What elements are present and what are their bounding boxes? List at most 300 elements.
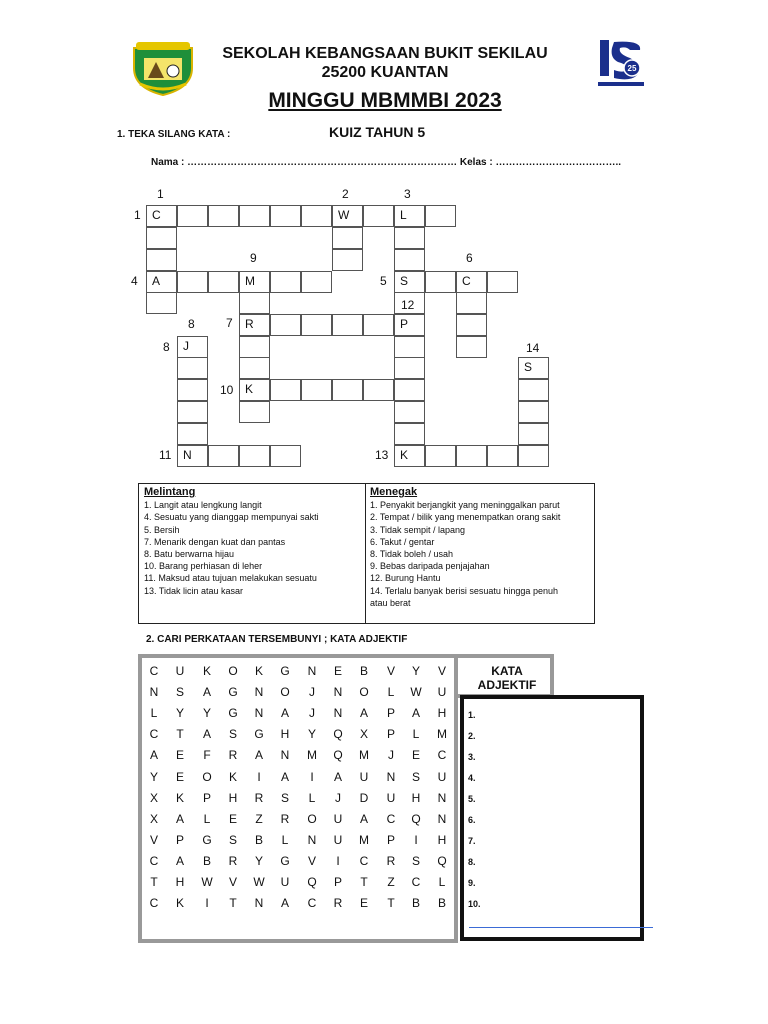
down-clues (370, 486, 560, 609)
clue-item: 7. Menarik dengan kuat dan pantas (144, 536, 286, 547)
word-search-letter[interactable]: C (149, 727, 159, 741)
clue-item: 1. Penyakit berjangkit yang meninggalkan parut (370, 500, 560, 511)
crossword-letter-text: L (400, 208, 407, 222)
word-search-letter[interactable]: H (437, 833, 447, 847)
word-search-letter[interactable]: T (360, 875, 368, 889)
clue-number: 9 (250, 251, 257, 265)
clue-number: 10 (220, 383, 234, 397)
word-search-letter[interactable]: A (254, 748, 263, 762)
word-search-letter[interactable]: P (386, 727, 395, 741)
word-search-letter[interactable]: S (411, 854, 420, 868)
word-search-letter[interactable]: N (254, 685, 264, 699)
word-search-letter[interactable]: R (280, 812, 290, 826)
word-search-letter[interactable]: G (254, 727, 264, 741)
clue-number: 6 (466, 251, 473, 265)
clue-number: 11 (159, 448, 172, 462)
crossword-letter (177, 445, 208, 467)
crossword-cell[interactable] (239, 336, 270, 358)
word-search-letter[interactable]: C (149, 664, 159, 678)
crossword-cell[interactable] (394, 357, 425, 379)
word-search-letter[interactable]: N (333, 685, 343, 699)
word-search-letter[interactable]: W (201, 875, 213, 889)
crossword-letter-text: K (400, 448, 409, 462)
word-search-letter[interactable]: V (228, 875, 237, 889)
word-search-letter[interactable]: E (175, 748, 184, 762)
clue-number: 1 (157, 187, 164, 201)
word-search-letter[interactable]: A (333, 770, 342, 784)
word-search-letter[interactable]: C (149, 896, 159, 910)
word-search-row (141, 706, 451, 726)
crossword-cell[interactable] (301, 271, 332, 293)
crossword-cell[interactable] (239, 292, 270, 314)
clue-number: 12 (401, 298, 415, 312)
clue-table (138, 483, 595, 624)
word-search-letter[interactable]: T (387, 896, 395, 910)
clue-item: 3. Tidak sempit / lapang (370, 524, 466, 535)
word-search-letter[interactable]: N (307, 833, 317, 847)
word-search-letter[interactable]: L (308, 791, 316, 805)
word-search-letter[interactable]: C (437, 748, 447, 762)
crossword-cell[interactable] (394, 336, 425, 358)
crossword-letter (239, 271, 270, 293)
clue-item: 6. Takut / gentar (370, 536, 435, 547)
answer-number: 3. (468, 752, 476, 762)
word-search-letter[interactable]: N (437, 791, 447, 805)
word-search-letter[interactable]: J (388, 748, 394, 762)
programme-logo (596, 36, 646, 88)
word-search-letter[interactable]: A (359, 812, 368, 826)
programme-logo-number: 25 (627, 64, 637, 73)
crossword-cell[interactable] (394, 249, 425, 271)
word-search-letter[interactable]: P (386, 833, 395, 847)
word-search-letter[interactable]: X (149, 812, 158, 826)
crossword-cell[interactable] (394, 379, 425, 401)
word-search-row (141, 791, 451, 811)
clue-table-divider (365, 484, 366, 623)
clue-item: 12. Burung Hantu (370, 573, 441, 584)
answer-number: 6. (468, 815, 476, 825)
word-search-letter[interactable]: M (359, 833, 369, 847)
word-search-letter[interactable]: G (228, 685, 238, 699)
crossword-cell[interactable] (332, 314, 363, 336)
crossword-cell[interactable] (487, 271, 518, 293)
word-search-letter[interactable]: O (202, 770, 212, 784)
word-search-letter[interactable]: H (175, 875, 185, 889)
word-search-letter[interactable]: N (307, 664, 317, 678)
word-search-letter[interactable]: I (414, 833, 418, 847)
crossword-letter-text: N (183, 448, 192, 462)
crossword-letter (518, 357, 549, 379)
word-search-letter[interactable]: I (205, 896, 209, 910)
word-search-letter[interactable]: S (175, 685, 184, 699)
crossword-cell[interactable] (146, 249, 177, 271)
word-search-letter[interactable]: C (149, 854, 159, 868)
word-search-letter[interactable]: Q (307, 875, 317, 889)
word-search-row (141, 833, 451, 853)
word-search-letter[interactable]: B (437, 896, 446, 910)
word-search-letter[interactable]: L (412, 727, 420, 741)
word-search-letter[interactable]: V (149, 833, 158, 847)
crossword-cell[interactable] (177, 379, 208, 401)
crossword-cell[interactable] (177, 357, 208, 379)
answer-number: 7. (468, 836, 476, 846)
crossword-cell[interactable] (456, 314, 487, 336)
answer-number: 9. (468, 878, 476, 888)
clue-number: 7 (226, 316, 233, 330)
crossword-letter-text: R (245, 317, 254, 331)
crossword-cell[interactable] (239, 401, 270, 423)
word-search-letter[interactable]: I (336, 854, 340, 868)
word-search-letter[interactable]: U (280, 875, 290, 889)
word-search-letter[interactable]: P (386, 706, 395, 720)
word-search-letter[interactable]: E (411, 748, 420, 762)
crossword-cell[interactable] (146, 227, 177, 249)
crossword-cell[interactable] (270, 205, 301, 227)
crossword-cell[interactable] (301, 205, 332, 227)
crossword-cell[interactable] (208, 205, 239, 227)
crossword-letter-text: W (338, 208, 350, 222)
clue-item: 8. Batu berwarna hijau (144, 549, 235, 560)
crossword-cell[interactable] (177, 423, 208, 445)
crossword-cell[interactable] (518, 379, 549, 401)
crossword-cell[interactable] (394, 401, 425, 423)
crossword-letter-text: P (400, 317, 409, 331)
word-search-letter[interactable]: B (359, 664, 368, 678)
crossword-cell[interactable] (425, 445, 456, 467)
crossword-letter (177, 336, 208, 358)
word-search-letter[interactable]: L (203, 812, 211, 826)
clue-item: 4. Sesuatu yang dianggap mempunyai sakti (144, 512, 319, 523)
crossword-cell[interactable] (239, 445, 270, 467)
word-search-letter[interactable]: X (359, 727, 368, 741)
word-search-letter[interactable]: A (149, 748, 158, 762)
answer-number: 2. (468, 731, 476, 741)
word-search-letter[interactable]: U (386, 791, 396, 805)
crossword-letter (332, 205, 363, 227)
crossword-cell[interactable] (363, 314, 394, 336)
word-search-letter[interactable]: N (280, 748, 290, 762)
crossword-cell[interactable] (270, 271, 301, 293)
clue-item: 8. Tidak boleh / usah (370, 549, 454, 560)
word-search-letter[interactable]: A (280, 706, 289, 720)
word-search-letter[interactable]: U (437, 685, 447, 699)
crossword-cell[interactable] (518, 423, 549, 445)
word-search-letter[interactable]: T (176, 727, 184, 741)
crossword-cell[interactable] (177, 401, 208, 423)
week-title: MINGGU MBMMBI 2023 (268, 89, 502, 112)
word-search-row (141, 664, 451, 684)
crossword-cell[interactable] (487, 445, 518, 467)
crossword-letter-text: M (245, 274, 255, 288)
crossword-letter (239, 379, 270, 401)
answer-number: 8. (468, 857, 476, 867)
crossword-cell[interactable] (518, 445, 549, 467)
word-search-letter[interactable]: V (437, 664, 446, 678)
crossword-letter (146, 271, 177, 293)
clue-number: 14 (526, 341, 540, 355)
clue-item: 2. Tempat / bilik yang menempatkan orang sakit (370, 512, 561, 523)
section-1-heading: 1. TEKA SILANG KATA : (117, 129, 231, 140)
across-heading: Melintang (144, 486, 196, 498)
crossword-cell[interactable] (456, 336, 487, 358)
answer-number: 1. (468, 710, 476, 720)
crossword-letter-text: S (524, 360, 533, 374)
word-search-letter[interactable]: F (203, 748, 211, 762)
crossword-letter (394, 271, 425, 293)
clue-item: atau berat (370, 597, 411, 608)
word-search-row (141, 875, 451, 895)
word-search-letter[interactable]: P (202, 791, 211, 805)
crossword-letter (146, 205, 177, 227)
crossword-cell[interactable] (425, 271, 456, 293)
word-search-row (141, 812, 451, 832)
word-search-letter[interactable]: D (359, 791, 369, 805)
programme-logo-icon (596, 36, 646, 88)
clue-number: 5 (380, 274, 387, 288)
word-search-letter[interactable]: C (307, 896, 317, 910)
answer-box-title (467, 664, 547, 692)
word-search-letter[interactable]: E (175, 770, 184, 784)
clue-number: 13 (375, 448, 389, 462)
crossword-cell[interactable] (301, 314, 332, 336)
crossword-cell[interactable] (177, 205, 208, 227)
quiz-title: KUIZ TAHUN 5 (329, 124, 426, 140)
word-search-letter[interactable]: A (280, 896, 289, 910)
word-search-row (141, 896, 451, 916)
word-search-letter[interactable]: Y (254, 854, 263, 868)
word-search-letter[interactable]: U (333, 812, 343, 826)
word-search-letter[interactable]: L (150, 706, 158, 720)
word-search-letter[interactable]: G (202, 833, 212, 847)
word-search-letter[interactable]: Q (333, 748, 343, 762)
crossword-cell[interactable] (270, 379, 301, 401)
crossword-letter (239, 314, 270, 336)
word-search-letter[interactable]: C (411, 875, 421, 889)
word-search-letter[interactable]: K (175, 791, 184, 805)
clue-item: 14. Terlalu banyak berisi sesuatu hingga penuh (370, 585, 558, 596)
word-search-letter[interactable]: U (359, 770, 369, 784)
word-search-row (141, 770, 451, 790)
word-search-letter[interactable]: K (202, 664, 211, 678)
word-search-letter[interactable]: Y (149, 770, 158, 784)
word-search-letter[interactable]: Y (411, 664, 420, 678)
crossword-cell[interactable] (363, 379, 394, 401)
word-search-letter[interactable]: J (335, 791, 341, 805)
clue-item: 13. Tidak licin atau kasar (144, 585, 244, 596)
word-search-letter[interactable]: H (228, 791, 238, 805)
word-search-letter[interactable]: J (309, 685, 315, 699)
word-search-letter[interactable]: U (175, 664, 185, 678)
school-name: SEKOLAH KEBANGSAAN BUKIT SEKILAU (222, 45, 548, 62)
clue-item: 5. Bersih (144, 524, 180, 535)
word-search-letter[interactable]: V (386, 664, 395, 678)
word-search-letter[interactable]: L (438, 875, 446, 889)
answer-underline (469, 927, 653, 928)
word-search-letter[interactable]: L (387, 685, 395, 699)
word-search-letter[interactable]: O (359, 685, 369, 699)
word-search-row (141, 685, 451, 705)
word-search-letter[interactable]: W (253, 875, 265, 889)
crossword-cell[interactable] (239, 205, 270, 227)
crossword-cell[interactable] (270, 314, 301, 336)
word-search-letter[interactable]: B (254, 833, 263, 847)
word-search-letter[interactable]: Q (333, 727, 343, 741)
word-search-letter[interactable]: P (333, 875, 342, 889)
word-search-letter[interactable]: N (254, 896, 264, 910)
crossword-cell[interactable] (332, 379, 363, 401)
word-search-letter[interactable]: N (254, 706, 264, 720)
word-search-letter[interactable]: R (228, 748, 238, 762)
word-search-letter[interactable]: B (202, 854, 211, 868)
word-search-letter[interactable]: E (333, 664, 342, 678)
word-search-letter[interactable]: N (437, 812, 447, 826)
word-search-letter[interactable]: K (228, 770, 237, 784)
word-search-letter[interactable]: N (333, 706, 343, 720)
word-search-letter[interactable]: J (309, 706, 315, 720)
word-search-letter[interactable]: Z (387, 875, 395, 889)
answer-number: 5. (468, 794, 476, 804)
word-search-row (141, 748, 451, 768)
word-search-letter[interactable]: R (254, 791, 264, 805)
word-search-letter[interactable]: S (228, 727, 237, 741)
word-search-letter[interactable]: M (437, 727, 447, 741)
answer-number: 10. (468, 899, 481, 909)
word-search-letter[interactable]: M (359, 748, 369, 762)
word-search-letter[interactable]: G (280, 854, 290, 868)
word-search-letter[interactable]: U (437, 770, 447, 784)
word-search-letter[interactable]: Y (307, 727, 316, 741)
crossword-cell[interactable] (363, 205, 394, 227)
clue-number: 4 (131, 274, 138, 288)
word-search-letter[interactable]: G (280, 664, 290, 678)
word-search-letter[interactable]: X (149, 791, 158, 805)
word-search-letter[interactable]: S (280, 791, 289, 805)
clue-number: 8 (188, 317, 195, 331)
crossword-letter-text: C (462, 274, 471, 288)
word-search-letter[interactable]: A (175, 812, 184, 826)
crossword-cell[interactable] (425, 205, 456, 227)
word-search-letter[interactable]: N (386, 770, 396, 784)
word-search-letter[interactable]: O (280, 685, 290, 699)
word-search-letter[interactable]: K (175, 896, 184, 910)
clue-number: 2 (342, 187, 349, 201)
name-class-line: Nama : ……………………………………………………………………… Kelas : ……………………………….. (151, 157, 622, 168)
crossword-cell[interactable] (208, 445, 239, 467)
word-search-letter[interactable]: H (437, 706, 447, 720)
crossword-cell[interactable] (208, 271, 239, 293)
answer-box (460, 695, 644, 941)
word-search-letter[interactable]: T (150, 875, 158, 889)
crossword-cell[interactable] (518, 401, 549, 423)
word-search-letter[interactable]: O (228, 664, 238, 678)
clue-item: 10. Barang perhiasan di leher (144, 561, 263, 572)
crossword-cell[interactable] (301, 379, 332, 401)
clue-item: 11. Maksud atau tujuan melakukan sesuatu (144, 573, 317, 584)
word-search-letter[interactable]: Y (175, 706, 184, 720)
word-search-letter[interactable]: A (175, 854, 184, 868)
word-search-letter[interactable]: Z (255, 812, 263, 826)
crossword-cell[interactable] (270, 445, 301, 467)
word-search-letter[interactable]: L (281, 833, 289, 847)
word-search-letter[interactable]: S (411, 770, 420, 784)
word-search-letter[interactable]: H (411, 791, 421, 805)
school-address: 25200 KUANTAN (321, 64, 449, 81)
word-search-letter[interactable]: E (228, 812, 237, 826)
answer-number: 4. (468, 773, 476, 783)
crossword-letter (456, 271, 487, 293)
word-search-letter[interactable]: B (411, 896, 420, 910)
word-search-letter[interactable]: R (333, 896, 343, 910)
answer-title-line-1: KATA (491, 664, 523, 678)
clue-number: 3 (404, 187, 411, 201)
word-search-letter[interactable]: I (257, 770, 261, 784)
word-search-letter[interactable]: M (307, 748, 317, 762)
crossword-cell[interactable] (394, 227, 425, 249)
word-search-letter[interactable]: U (333, 833, 343, 847)
crossword-cell[interactable] (332, 227, 363, 249)
word-search-letter[interactable]: G (228, 706, 238, 720)
word-search-letter[interactable]: W (410, 685, 422, 699)
crossword-letter-text: S (400, 274, 409, 288)
clue-item: 9. Bebas daripada penjajahan (370, 561, 490, 572)
word-search-letter[interactable]: T (229, 896, 237, 910)
word-search-letter[interactable]: N (149, 685, 159, 699)
crossword-cell[interactable] (456, 445, 487, 467)
crossword-letter-text: K (245, 382, 254, 396)
clue-number: 8 (163, 340, 170, 354)
crossword-cell[interactable] (146, 292, 177, 314)
section-2-heading: 2. CARI PERKATAAN TERSEMBUNYI ; KATA ADJEKTIF (146, 634, 408, 645)
crossword-letter-text: A (152, 274, 161, 288)
word-search-letter[interactable]: O (307, 812, 317, 826)
crossword-cell[interactable] (239, 357, 270, 379)
word-search-letter[interactable]: R (228, 854, 238, 868)
word-search-letter[interactable]: A (411, 706, 420, 720)
crossword-cell[interactable] (456, 292, 487, 314)
across-clues (144, 486, 319, 597)
word-search-letter[interactable]: E (359, 896, 368, 910)
word-search-letter[interactable]: V (307, 854, 316, 868)
crossword-letter-text: C (152, 208, 161, 222)
word-search-letter[interactable]: R (386, 854, 396, 868)
clue-number: 1 (134, 208, 141, 222)
word-search-letter[interactable]: Q (411, 812, 421, 826)
word-search-letter[interactable]: A (280, 770, 289, 784)
word-search-letter[interactable]: H (280, 727, 290, 741)
crossword-letter-text: J (183, 339, 189, 353)
crossword-cell[interactable] (394, 423, 425, 445)
school-crest-logo (130, 38, 196, 96)
crossword-cell[interactable] (177, 271, 208, 293)
word-search-letter[interactable]: C (359, 854, 369, 868)
word-search-letter[interactable]: P (175, 833, 184, 847)
word-search-letter[interactable]: I (310, 770, 314, 784)
answer-title-line-2: ADJEKTIF (477, 678, 537, 692)
word-search-letter[interactable]: S (228, 833, 237, 847)
crossword-letter (394, 205, 425, 227)
word-search-letter[interactable]: Q (437, 854, 447, 868)
word-search-row (141, 727, 451, 747)
crossword-letter (394, 314, 425, 336)
crossword-letter (394, 445, 425, 467)
word-search-letter[interactable]: C (386, 812, 396, 826)
word-search-letter[interactable]: A (202, 685, 211, 699)
crossword-cell[interactable] (332, 249, 363, 271)
word-search-letter[interactable]: Y (202, 706, 211, 720)
word-search-letter[interactable]: K (254, 664, 263, 678)
word-search-letter[interactable]: A (359, 706, 368, 720)
word-search-letter[interactable]: A (202, 727, 211, 741)
